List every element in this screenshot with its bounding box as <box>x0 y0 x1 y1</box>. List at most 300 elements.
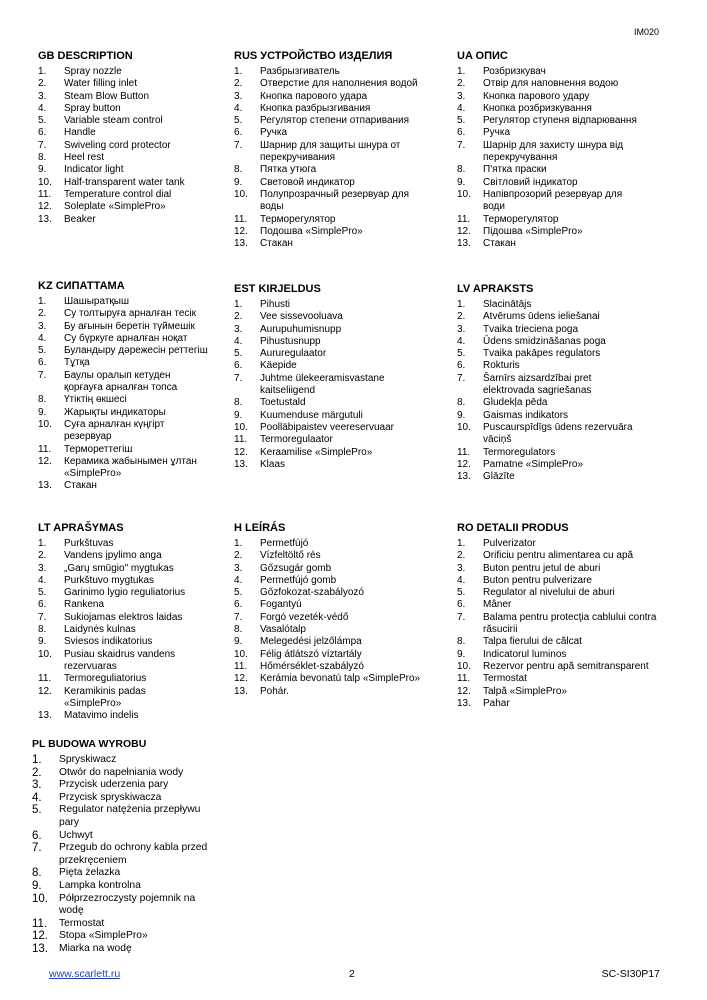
list-item <box>32 893 217 918</box>
item-number: 11. <box>38 443 52 455</box>
item-label: Буландыру дәрежесін реттегіш <box>64 345 208 357</box>
item-label: Разбрызгиватель <box>260 66 340 77</box>
item-number: 7. <box>38 369 47 381</box>
item-label: Termostat <box>483 673 527 685</box>
item-number: 12. <box>38 201 52 213</box>
item-number: 4. <box>457 102 466 114</box>
item-label: Przegub do ochrony kabla przed przekręceniem <box>59 842 208 866</box>
item-label: Permetfújó gomb <box>260 574 337 586</box>
list-item <box>234 624 439 636</box>
item-label: Laidynės kulnas <box>64 624 136 636</box>
item-label: Spryskiwacz <box>59 754 117 765</box>
list-item <box>32 842 217 867</box>
list-item <box>38 91 223 103</box>
item-number: 1. <box>38 296 47 307</box>
item-label: Melegedési jelzőlámpa <box>260 636 362 648</box>
item-label: Vee sissevooluava <box>260 311 343 323</box>
item-label: Garinimo lygio reguliatorius <box>64 587 186 599</box>
item-number: 5. <box>234 587 243 599</box>
item-label: Підошва «SimplePro» <box>483 225 583 237</box>
list-item <box>457 373 637 398</box>
item-number: 5. <box>457 115 466 127</box>
list-item <box>38 214 223 226</box>
list-item <box>234 360 404 372</box>
item-label: Termostat <box>59 917 105 929</box>
item-number: 8. <box>457 636 466 648</box>
list-item <box>457 127 637 139</box>
list-item <box>234 422 404 434</box>
list-item <box>38 599 203 611</box>
item-number: 9. <box>457 409 466 421</box>
list-item <box>234 649 439 661</box>
item-label: Talpa fierului de călcat <box>483 636 582 648</box>
item-label: Ручка <box>260 127 288 139</box>
item-number: 12. <box>234 446 248 458</box>
list-item <box>38 624 203 636</box>
item-label: Vandens įpylimo anga <box>64 550 162 562</box>
item-number: 6. <box>457 599 466 611</box>
item-number: 3. <box>457 323 466 335</box>
item-number: 10. <box>32 892 48 905</box>
item-number: 9. <box>38 636 47 648</box>
item-label: Термореттегіш <box>64 443 133 455</box>
item-label: Käepide <box>260 360 297 372</box>
item-label: Atvērums ūdens ieliešanai <box>483 311 600 323</box>
section-title: PL BUDOWA WYROBU <box>32 738 147 750</box>
item-label: Шарнір для захисту шнура від перекручування <box>483 139 624 164</box>
item-label: Slacinātājs <box>483 299 532 310</box>
list-item <box>457 336 637 348</box>
list-item <box>457 636 667 648</box>
item-label: Gőzsugár gomb <box>260 562 332 574</box>
item-number: 13. <box>457 471 471 483</box>
item-number: 13. <box>234 238 248 250</box>
item-label: Суға арналған күңгірт резервуар <box>64 418 165 443</box>
list-item <box>38 345 210 357</box>
item-number: 5. <box>457 348 466 360</box>
item-label: Termoregulaator <box>260 434 333 446</box>
item-label: Otwór do napełniania wody <box>59 766 184 778</box>
item-label: Отвір для наповнення водою <box>483 78 619 90</box>
list-item <box>32 779 217 792</box>
section-lv <box>457 283 637 483</box>
item-number: 5. <box>38 115 47 127</box>
website-link[interactable]: www.scarlett.ru <box>49 968 121 980</box>
item-number: 5. <box>38 587 47 599</box>
item-label: Purkštuvo mygtukas <box>64 574 155 586</box>
list-item <box>457 612 667 637</box>
item-number: 11. <box>457 446 471 458</box>
list-item <box>38 333 210 345</box>
list-item <box>38 686 203 711</box>
item-label: Fogantyú <box>260 599 302 611</box>
item-label: Gaismas indikators <box>483 409 569 421</box>
parts-list <box>457 66 637 250</box>
list-item <box>38 357 210 369</box>
item-number: 4. <box>38 332 47 344</box>
list-item <box>234 636 439 648</box>
item-label: Półprzezroczysty pojemnik na wodę <box>59 892 196 917</box>
list-item <box>234 348 404 360</box>
item-number: 10. <box>234 188 248 200</box>
list-item <box>234 410 404 422</box>
item-label: Регулятор степени отпаривания <box>260 115 410 127</box>
item-number: 9. <box>234 636 243 648</box>
item-label: Ūdens smidzināšanas poga <box>483 335 606 347</box>
item-number: 5. <box>38 345 47 357</box>
list-item <box>457 686 667 698</box>
list-item <box>32 930 217 943</box>
item-number: 7. <box>38 139 47 151</box>
list-item <box>38 636 203 648</box>
item-number: 1. <box>38 538 47 549</box>
list-item <box>38 419 210 444</box>
item-number: 7. <box>457 139 466 151</box>
list-item <box>457 550 667 562</box>
list-item <box>457 673 667 685</box>
list-item <box>38 550 203 562</box>
item-label: Buton pentru jetul de aburi <box>483 562 601 574</box>
item-label: Félig átlátszó víztartály <box>260 648 362 660</box>
item-label: Orificiu pentru alimentarea cu apă <box>483 550 634 562</box>
list-item <box>457 226 637 238</box>
item-number: 8. <box>32 867 42 880</box>
list-item <box>234 164 434 176</box>
list-item <box>234 538 439 550</box>
item-number: 7. <box>234 139 243 151</box>
item-number: 8. <box>38 152 47 164</box>
list-item <box>38 66 223 78</box>
item-number: 9. <box>32 879 42 892</box>
item-label: Spray nozzle <box>64 66 122 77</box>
list-item <box>32 804 217 829</box>
item-number: 11. <box>234 434 248 446</box>
item-label: Puscaurspīdīgs ūdens rezervuāra vāciņš <box>483 421 633 446</box>
item-label: Gőzfokozat-szabályozó <box>260 587 364 599</box>
list-item <box>457 447 637 459</box>
item-label: Stopa «SimplePro» <box>59 930 148 942</box>
item-number: 10. <box>457 660 471 672</box>
item-number: 2. <box>38 550 47 562</box>
item-label: Kerámia bevonatú talp «SimplePro» <box>260 673 421 685</box>
item-number: 8. <box>234 624 243 636</box>
list-item <box>234 447 404 459</box>
section-est <box>234 283 404 471</box>
item-label: Rezervor pentru apă semitransparent <box>483 660 649 672</box>
item-label: Aurupuhumisnupp <box>260 323 342 335</box>
item-label: Шарнир для защиты шнура от перекручивания <box>260 139 401 164</box>
item-label: Keraamilise «SimplePro» <box>260 446 373 458</box>
list-item <box>38 575 203 587</box>
list-item <box>457 563 667 575</box>
item-label: Бу ағынын беретін түймешік <box>64 320 195 332</box>
list-item <box>457 324 637 336</box>
item-label: Sukiojamas elektros laidas <box>64 611 183 623</box>
item-number: 6. <box>234 360 243 372</box>
list-item <box>234 599 439 611</box>
list-item <box>234 115 434 127</box>
item-number: 1. <box>457 66 466 77</box>
item-label: Buton pentru pulverizare <box>483 574 592 586</box>
item-number: 11. <box>32 917 48 930</box>
item-label: Подошва «SimplePro» <box>260 225 363 237</box>
list-item <box>234 66 434 78</box>
item-number: 4. <box>234 335 243 347</box>
item-label: Klaas <box>260 458 286 470</box>
list-item <box>234 311 404 323</box>
list-item <box>457 299 637 311</box>
section-title: LT APRAŠYMAS <box>38 522 124 534</box>
list-item <box>234 189 434 214</box>
item-label: Ручка <box>483 127 511 139</box>
list-item <box>32 830 217 843</box>
item-number: 3. <box>234 90 243 102</box>
list-item <box>234 103 434 115</box>
item-number: 1. <box>32 754 42 766</box>
item-number: 1. <box>457 299 466 310</box>
section-title: KZ СИПАТТАМА <box>38 280 125 292</box>
list-item <box>38 201 223 213</box>
list-item <box>234 612 439 624</box>
item-number: 4. <box>457 574 466 586</box>
item-label: Spray button <box>64 102 121 114</box>
list-item <box>457 311 637 323</box>
parts-list <box>32 754 217 956</box>
item-label: Pihustusnupp <box>260 335 321 347</box>
item-number: 7. <box>32 842 42 855</box>
list-item <box>38 103 223 115</box>
item-number: 1. <box>38 66 47 77</box>
item-number: 7. <box>234 611 243 623</box>
item-number: 2. <box>457 78 466 90</box>
item-label: Кнопка разбрызгивания <box>260 102 371 114</box>
list-item <box>234 336 404 348</box>
list-item <box>38 710 203 722</box>
section-title: EST KIRJELDUS <box>234 283 321 295</box>
item-number: 2. <box>234 311 243 323</box>
model-number: SC-SI30P17 <box>601 968 660 980</box>
item-label: Sviesos indikatorius <box>64 636 153 648</box>
list-item <box>32 754 217 767</box>
item-label: Стакан <box>64 480 97 492</box>
item-label: Отверстие для наполнения водой <box>260 78 418 90</box>
page-number: 2 <box>349 968 355 980</box>
item-number: 1. <box>234 299 243 310</box>
list-item <box>32 880 217 893</box>
item-number: 4. <box>38 574 47 586</box>
item-label: Temperature control dial <box>64 188 172 200</box>
item-label: Кнопка парового удару <box>483 90 590 102</box>
item-number: 11. <box>38 673 52 685</box>
list-item <box>457 649 667 661</box>
item-label: Swiveling cord protector <box>64 139 171 151</box>
list-item <box>234 575 439 587</box>
item-number: 6. <box>457 360 466 372</box>
list-item <box>457 538 667 550</box>
list-item <box>38 296 210 308</box>
list-item <box>234 91 434 103</box>
section-title: LV APRAKSTS <box>457 283 534 295</box>
list-item <box>32 867 217 880</box>
list-item <box>457 698 667 710</box>
item-number: 9. <box>38 406 47 418</box>
item-label: Keramikinis padas «SimplePro» <box>64 685 146 709</box>
list-item <box>234 177 434 189</box>
item-label: Termoreguliatorius <box>64 673 147 685</box>
document-code: IM020 <box>633 27 659 37</box>
item-label: Permetfújó <box>260 538 309 549</box>
item-number: 13. <box>38 480 52 492</box>
list-item <box>38 407 210 419</box>
item-label: Tvaika pakāpes regulators <box>483 348 601 360</box>
item-label: Lampka kontrolna <box>59 879 141 891</box>
list-item <box>457 459 637 471</box>
item-number: 13. <box>38 710 52 722</box>
list-item <box>38 177 223 189</box>
item-label: Vízfeltöltő rés <box>260 550 321 562</box>
list-item <box>234 434 404 446</box>
list-item <box>457 177 637 189</box>
item-number: 11. <box>234 660 248 672</box>
item-number: 2. <box>38 78 47 90</box>
list-item <box>457 140 637 165</box>
item-label: Kuumenduse märgutuli <box>260 409 363 421</box>
item-label: Терморегулятор <box>483 213 559 225</box>
item-label: Світловий індикатор <box>483 176 578 188</box>
list-item <box>457 115 637 127</box>
list-item <box>457 164 637 176</box>
item-label: Жарықты индикаторы <box>64 406 166 418</box>
list-item <box>234 459 404 471</box>
list-item <box>38 587 203 599</box>
list-item <box>457 410 637 422</box>
item-number: 10. <box>234 421 248 433</box>
item-number: 4. <box>234 574 243 586</box>
item-number: 9. <box>457 176 466 188</box>
list-item <box>38 612 203 624</box>
parts-list <box>457 299 637 483</box>
list-item <box>234 686 439 698</box>
item-number: 8. <box>38 394 47 406</box>
list-item <box>234 397 404 409</box>
item-number: 7. <box>38 611 47 623</box>
item-label: Przycisk spryskiwacza <box>59 791 162 803</box>
item-label: Water filling inlet <box>64 78 137 90</box>
item-number: 5. <box>234 348 243 360</box>
list-item <box>234 563 439 575</box>
parts-list <box>38 538 203 722</box>
list-item <box>457 422 637 447</box>
item-number: 6. <box>32 829 42 842</box>
item-number: 3. <box>38 562 47 574</box>
item-label: Pusiau skaidrus vandens rezervuaras <box>64 648 176 672</box>
list-item <box>234 226 434 238</box>
parts-list <box>38 66 223 226</box>
item-label: Полупрозрачный резервуар для воды <box>260 188 410 213</box>
parts-list <box>38 296 210 493</box>
list-item <box>32 792 217 805</box>
section-kz <box>38 280 210 493</box>
item-label: Miarka na wodę <box>59 942 132 954</box>
list-item <box>38 127 223 139</box>
list-item <box>234 78 434 90</box>
item-label: Напівпрозорий резервуар для води <box>483 188 623 213</box>
list-item <box>38 308 210 320</box>
list-item <box>457 360 637 372</box>
item-number: 11. <box>457 213 471 225</box>
item-label: Toetustald <box>260 397 306 409</box>
parts-list <box>234 538 439 698</box>
item-label: Balama pentru protecţia cablului contra răsucirii <box>483 611 657 636</box>
list-item <box>234 140 434 165</box>
item-number: 6. <box>38 599 47 611</box>
item-number: 3. <box>457 90 466 102</box>
section-title: H LEÍRÁS <box>234 522 286 534</box>
item-label: Aururegulaator <box>260 348 327 360</box>
item-number: 8. <box>38 624 47 636</box>
item-number: 5. <box>457 587 466 599</box>
list-item <box>38 649 203 674</box>
item-number: 6. <box>234 127 243 139</box>
item-number: 11. <box>457 673 471 685</box>
item-label: Regulator natężenia przepływu pary <box>59 804 201 828</box>
list-item <box>234 587 439 599</box>
parts-list <box>234 66 434 250</box>
list-item <box>38 115 223 127</box>
item-label: Handle <box>64 127 96 139</box>
item-label: Шашыратқыш <box>64 296 130 307</box>
item-number: 6. <box>234 599 243 611</box>
section-ro <box>457 522 667 710</box>
list-item <box>234 299 404 311</box>
list-item <box>457 661 667 673</box>
item-number: 10. <box>38 418 52 430</box>
item-label: Үтіктің өкшесі <box>64 394 127 406</box>
list-item <box>38 456 210 481</box>
list-item <box>38 321 210 333</box>
item-label: Poolläbipaistev veereservuaar <box>260 421 394 433</box>
section-gb <box>38 50 223 226</box>
item-number: 10. <box>457 188 471 200</box>
list-item <box>457 103 637 115</box>
item-number: 13. <box>234 458 248 470</box>
item-label: Су толтыруға арналған тесік <box>64 308 197 320</box>
item-number: 2. <box>32 766 42 779</box>
item-label: Pihusti <box>260 299 291 310</box>
item-label: Variable steam control <box>64 115 163 127</box>
item-number: 12. <box>38 685 52 697</box>
item-number: 2. <box>234 550 243 562</box>
item-number: 9. <box>234 176 243 188</box>
item-label: Gludekļa pēda <box>483 397 548 409</box>
item-number: 7. <box>457 372 466 384</box>
item-number: 3. <box>457 562 466 574</box>
list-item <box>457 91 637 103</box>
item-label: Purkštuvas <box>64 538 114 549</box>
item-number: 2. <box>457 311 466 323</box>
item-number: 8. <box>457 397 466 409</box>
item-number: 3. <box>38 90 47 102</box>
item-number: 12. <box>234 673 248 685</box>
list-item <box>38 480 210 492</box>
item-label: Matavimo indelis <box>64 710 139 722</box>
item-number: 13. <box>457 697 471 709</box>
item-number: 7. <box>234 372 243 384</box>
item-number: 11. <box>234 213 248 225</box>
item-label: Regulator al nivelului de aburi <box>483 587 615 599</box>
item-label: Су бүркуге арналған ноқат <box>64 332 188 344</box>
item-label: Регулятор ступеня відпарювання <box>483 115 637 127</box>
